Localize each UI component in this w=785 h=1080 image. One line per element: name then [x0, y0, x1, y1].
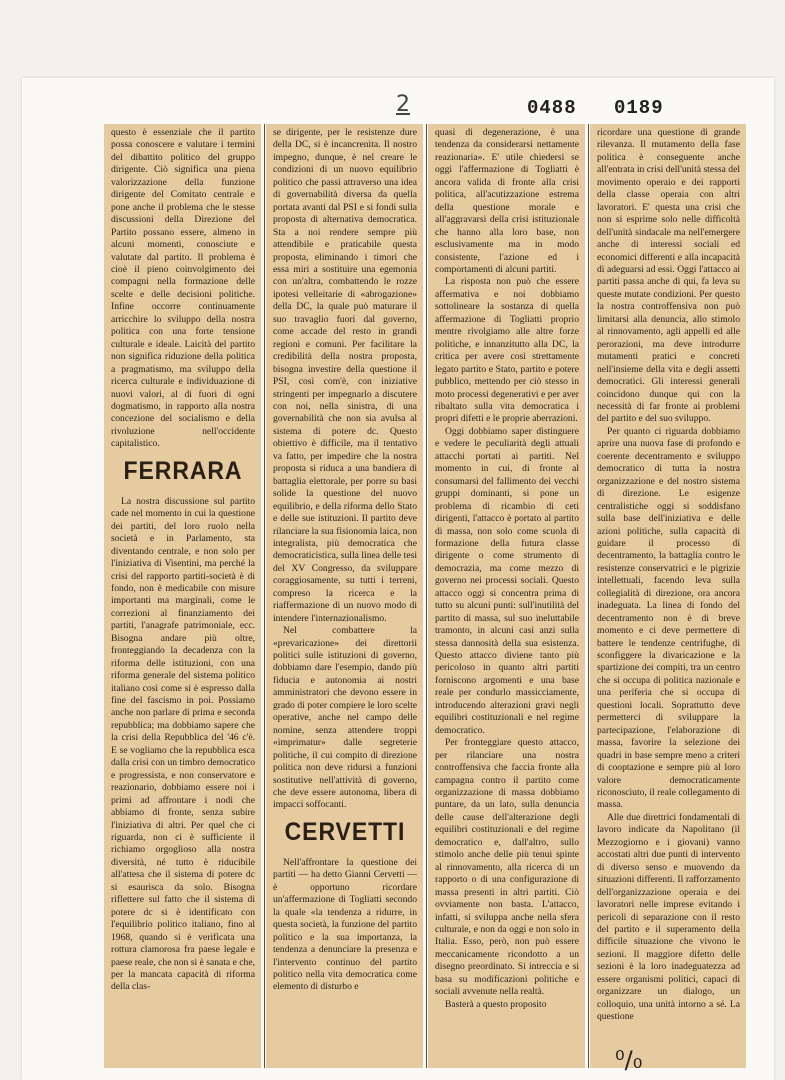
column-3-paragraph: Per fronteggiare questo attacco, per rilanciare una nostra controffensiva che faccia fronte alla campagna contro il partito come organizzazione di massa dobbiamo puntare, da un lato, sulla denuncia delle cause dell'alterazione degli equilibri costituzionali e del regime democratico e, dall'altro, sullo stimolo anche delle più tenui spinte al rinnovamento, alla ricerca di un rapporto o di una configurazione di massa presenti in altri partiti. Ciò ovviamente non basta. L'attacco, infatti, si sviluppa anche nella sfera culturale, e non da oggi e non solo in Italia. Esso, però, non può essere meccanicamente ricondotto a un disegno preordinato. Si intreccia e si basa su modificazioni politiche e sociali avvenute nella realtà. [435, 737, 579, 998]
column-3-paragraph: Basterà a questo proposito [445, 998, 547, 1010]
column-divider [588, 124, 589, 1068]
column-4-paragraph: Per quanto ci riguarda dobbiamo aprire una nuova fase di profondo e coerente decentramento e sviluppo democratico di tutta la nostra organizzazione e del nostro sistema di direzione. Le esigenze centralistiche oggi si soddisfano sulla base dell'iniziativa e delle azioni politiche, sulla capacità di guidare il processo di decentramento, la battaglia contro le resistenze conservatrici e le pigrizie intellettuali, facendo leva sulla collegialità di direzione, ora ancora inadeguata. La linea di fondo del decentramento non è di breve momento e ci deve permettere di battere le tendenze centrifughe, di sconfiggere la divaricazione e la spartizione dei compiti, tra un centro che si occupa di politica nazionale e una periferia che si occupa di questioni locali. Soprattutto deve permetterci di sviluppare la partecipazione, l'elaborazione di massa, favorire la selezione dei quadri in base sempre meno a criteri di cooptazione e sempre più al loro valore democraticamente riconosciuto, il reale collegamento di massa. [597, 425, 740, 811]
column-3-paragraph: quasi di degenerazione, è una tendenza da considerarsi nettamente reazionaria». E' utile chiedersi se oggi l'affermazione di Togliatti è ancora valida di fronte alla crisi politica, all'acutizzazione estrema della questione morale e all'aggravarsi della crisi istituzionale che hanno alla loro base, non esclusivamente ma in modo consistente, l'azione ed i comportamenti di alcuni partiti. [435, 127, 579, 275]
column-4-paragraph: ricordare una questione di grande rilevanza. Il mutamento della fase politica è conseguente anche all'entrata in crisi dell'unità stessa del movimento operaio e dei rapporti della classe operaia con altri lavoratori. E' questa una crisi che non si esprime solo nelle difficoltà dell'unità sindacale ma nell'emergere anche di interessi sociali ed economici differenti e alla incapacità di adeguarsi ad essi. Oggi l'attacco ai partiti passa anche di qui, fa leva su queste mutate condizioni. Per questo la nostra controffensiva non può limitarsi alla denuncia, allo stimolo al rinnovamento, agli appelli ed alle perorazioni, ma deve introdurre mutamenti pratici e concreti nell'insieme della vita e degli assetti democratici. Gli interessi generali coincidono dunque qui con la necessità di far fronte ai problemi del partito e del suo sviluppo. [597, 127, 740, 425]
handwritten-page-number: 2 [396, 92, 410, 117]
speaker-heading-ferrara: FERRARA [123, 456, 243, 485]
column-divider [426, 124, 427, 1068]
column-2-paragraph: Nell'affrontare la questione dei partiti — ha detto Gianni Cervetti — è opportuno ricordare un'affermazione di Togliatti secondo la quale «la tendenza a ridurre, in questa società, la funzione del partito politico e la sua importanza, la tendenza a denunciare la presenza e l'intervento continuo del partito politico nella vita democratica come elemento di disturbo e [273, 856, 417, 993]
handwritten-corner-mark: ⁰/₀ [615, 1046, 643, 1074]
column-2-paragraph: se dirigente, per le resistenze dure della DC, si è incancrenita. Il nostro impegno, dunque, è nel creare le condizioni di un nuovo equilibrio politico che passi attraverso una idea di governabilità diversa da quella portata avanti dal PSI e si fondi sulla proposta di alternativa democratica. Sta a noi rendere sempre più attendibile e praticabile questa proposta, eliminando i timori che essa miri a sostituire una egemonia con un'altra, combattendo le rozze ipotesi velleitarie di «abrogazione» della DC, la quale può maturare il suo travaglio fuori dal governo, come accade del resto in grandi regioni e comuni. Per facilitare la credibilità della nostra proposta, bisogna investire della questione il PSI, così com'è, con iniziative stringenti per impegnarlo a discutere con noi, nella sinistra, di una governabilità che non sia avulsa al sistema di potere dc. Questo obiettivo è difficile, ma il tentativo va fatto, per impedire che la nostra proposta si riduca a una bandiera di battaglia elettorale, per porre su basi solide la questione del nuovo equilibrio, e della riforma dello Stato e delle sue istituzioni. Il partito deve rilanciare la sua fisionomia laica, non integralista, più democratica che democraticistica, sulla linea delle tesi del XV Congresso, da sviluppare coraggiosamente, su tutti i terreni, compreso la ricerca e la riaffermazione di un nuovo modo di intendere l'internazionalismo. [273, 127, 417, 624]
article-column-2 [266, 124, 423, 1068]
column-1-paragraph: questo è essenziale che il partito possa conoscere e valutare i termini del dibattito politico del gruppo dirigente. Ciò significa una piena valorizzazione della funzione dirigente del Comitato centrale e pone anche il problema che le stesse discussioni della Direzione del Partito possano essere, almeno in alcuni momenti, conosciute e valutate dal partito. Il problema è cioè il pieno coinvolgimento dei compagni nella formazione delle scelte e delle decisioni politiche. Infine occorre continuamente arricchire lo sviluppo della nostra politica con una forte tensione culturale e ideale. Laicità del partito non significa riduzione della politica a pragmatismo, ma sviluppo della ricerca culturale e individuazione di nuovi valori, al di fuori di ogni dogmatismo, in rapporto alla nostra concezione del socialismo e della rivoluzione nell'occidente capitalistico. [111, 127, 255, 450]
column-1-paragraph: La nostra discussione sul partito cade nel momento in cui la questione dei partiti, del loro ruolo nella società e in Parlamento, sta diventando centrale, e non solo per l'iniziativa di Visentini, ma perché la crisi del rapporto partiti-società è di fondo, non è medicabile con misure importanti ma marginali, come le correzioni al finanziamento dei partiti, l'anagrafe patrimoniale, ecc. Bisogna andare più oltre, fronteggiando la decadenza con la riforma delle istituzioni, con una riforma generale del sistema politico italiano così come si è espresso dalla fine del fascismo in poi. Possiamo anche non parlare di prima e seconda repubblica; ma dobbiamo sapere che la crisi della Repubblica del '46 c'è. E se vogliamo che la repubblica esca dalla crisi con un timbro democratico e progressista, e non conservatore e reazionario, dobbiamo essere noi i primi ad affrontare i nodi che abbiamo di fronte, senza subire l'iniziativa di altri. Per quel che ci riguarda, non ci è sufficiente il richiamo orgoglioso alla nostra diversità, né tutto è riducibile all'attesa che il sistema di potere dc si esaurisca da solo. Bisogna riflettere sul fatto che il sistema di potere dc si è identificato con l'equilibrio politico italiano, fino al 1968, quando si è verificata una rottura clamorosa fra paese legale e paese reale, che non si è sanata e che, per la mancata capacità di riforma della clas- [111, 495, 255, 993]
archive-stamp-left: 0488 [527, 97, 577, 119]
column-4-paragraph: Alle due direttrici fondamentali di lavoro indicate da Napolitano (il Mezzogiorno e i giovani) vanno accostati altri due punti di intervento di diverso senso e muovendo da situazioni differenti. Il rafforzamento dell'organizzazione operaia e dei lavoratori nelle imprese evitando i pericoli di separazione con il resto del partito e il superamento della difficile situazione che vivono le sezioni. Il maggiore difetto delle sezioni è la loro inadeguatezza ad essere organismi politici, capaci di organizzare un dialogo, un colloquio, una unità intorno a sé. La questione [597, 811, 740, 1023]
column-2-paragraph: Nel combattere la «prevaricazione» dei direttorii politici sulle istituzioni di governo, dobbiamo dare l'esempio, dando più fiducia e autonomia ai nostri amministratori che devono essere in grado di poter compiere le loro scelte operative, anche nel campo delle nomine, senza attendere troppi «imprimatur» dalle segreterie politiche, il cui compito di direzione politica non deve ridursi a funzioni sostitutive nell'attività di governo, che deve essere autonoma, libera di impacci soffocanti. [273, 625, 417, 811]
column-divider [264, 124, 265, 1068]
article-column-1 [104, 124, 261, 1068]
column-3-paragraph: Oggi dobbiamo saper distinguere e vedere le peculiarità degli attuali attacchi portati ai partiti. Nel momento in cui, di fronte al consumarsi del fallimento dei vecchi gruppi dominanti, si pone un problema di ricambio di ceti dirigenti, l'attacco è portato al partito di massa, non solo come scuola di formazione della futura classe dirigente o come strumento di democrazia, ma come mezzo di governo nei processi sociali. Questo attacco oggi si concentra prima di tutto su alcuni punti: sull'inutilità del partito di massa, sul suo ineluttabile tramonto, in alcuni casi anzi sulla stessa dannosità della sua esistenza. Questo attacco diviene tanto più pericoloso in quanto altri partiti forniscono argomenti e una base reale per condurlo massicciamente, introducendo alterazioni gravi negli equilibri costituzionali e nel regime democratico. [435, 425, 579, 736]
column-3-paragraph: La risposta non può che essere affermativa e noi dobbiamo sottolineare la sostanza di quella affermazione di Togliatti proprio mentre rivolgiamo alle altre forze politiche, e innanzitutto alla DC, la critica per avere così strettamente legato partito e Stato, partito e potere pubblico, mettendo per ciò stesso in moto processi degenerativi e per aver ribaltato sulla vita democratica i propri difetti e le proprie aberrazioni. [435, 276, 579, 425]
article-column-4 [590, 124, 746, 1068]
archive-stamp-right: 0189 [614, 97, 664, 119]
article-column-3 [428, 124, 585, 1068]
speaker-heading-cervetti: CERVETTI [284, 817, 406, 846]
